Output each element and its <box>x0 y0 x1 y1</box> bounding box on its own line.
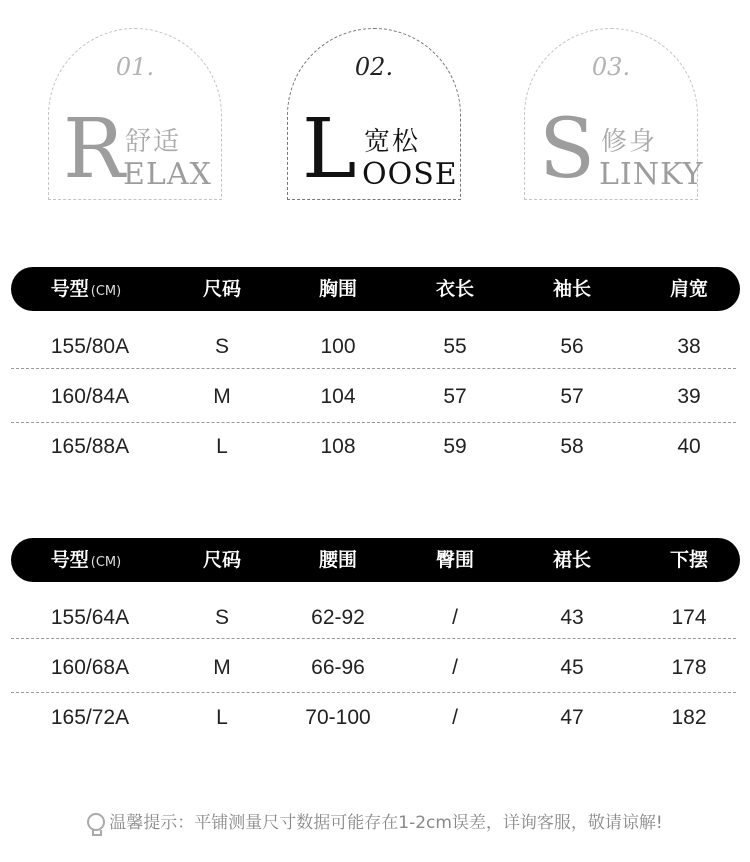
table-cell: 56 <box>560 335 584 358</box>
badge-initial: S <box>539 102 596 197</box>
table-cell: 57 <box>443 385 467 408</box>
table-row <box>11 643 740 693</box>
table-cell: 100 <box>320 335 356 358</box>
table-cell: 62-92 <box>311 606 365 629</box>
table-cell: M <box>213 656 231 679</box>
table-cell: / <box>452 656 458 679</box>
table-cell: / <box>452 706 458 729</box>
badge-english-label: ELAX <box>123 157 212 192</box>
header-cell: 尺码 <box>202 549 241 571</box>
badge-number: 03. <box>591 53 631 81</box>
header-cell: 号型 (CM) <box>50 278 122 300</box>
table-cell: 59 <box>443 435 467 458</box>
header-cell: 号型 (CM) <box>50 549 122 571</box>
table-cell: 40 <box>677 435 701 458</box>
header-cell: 袖长 <box>552 278 591 300</box>
table-cell: 155/64A <box>50 606 130 629</box>
table-cell: 155/80A <box>50 335 130 358</box>
table-row <box>11 322 740 372</box>
footer-tip <box>0 808 750 833</box>
table-cell: 165/88A <box>50 435 130 458</box>
table-cell: 104 <box>320 385 356 408</box>
header-cell: 肩宽 <box>669 278 708 300</box>
table1-header <box>11 267 740 311</box>
table2-header <box>11 538 740 582</box>
header-cell: 胸围 <box>318 278 357 300</box>
badge-english-label: LINKY <box>599 157 704 192</box>
badge-chinese-label: 宽松 <box>364 127 421 157</box>
header-cell: 裙长 <box>552 549 591 571</box>
table-cell: 165/72A <box>50 706 130 729</box>
table-cell: / <box>452 606 458 629</box>
table-cell: 43 <box>560 606 584 629</box>
table-cell: 160/84A <box>50 385 130 408</box>
table-cell: 66-96 <box>311 656 365 679</box>
table-cell: 178 <box>671 656 707 679</box>
style-badge-relax <box>48 28 222 200</box>
header-cell: 下摆 <box>669 549 708 571</box>
badge-chinese-label: 舒适 <box>125 127 182 157</box>
badge-number: 01. <box>115 53 155 81</box>
table-cell: 58 <box>560 435 584 458</box>
badge-initial: L <box>302 102 357 197</box>
lightbulb-icon <box>87 813 105 831</box>
table-cell: 108 <box>320 435 356 458</box>
style-badge-slinky <box>524 28 704 200</box>
table-cell: 70-100 <box>305 706 371 729</box>
style-badge-loose <box>287 28 461 200</box>
table-cell: 38 <box>677 335 701 358</box>
table-cell: L <box>216 435 228 458</box>
row-divider <box>11 368 736 369</box>
header-cell: 臀围 <box>435 549 474 571</box>
table-cell: M <box>213 385 231 408</box>
table-cell: 182 <box>671 706 707 729</box>
tip-text: 温馨提示：平铺测量尺寸数据可能存在1-2cm误差，详询客服，敬请谅解! <box>109 813 663 833</box>
header-cell: 尺码 <box>202 278 241 300</box>
table-row <box>11 372 740 422</box>
table-cell: 174 <box>671 606 707 629</box>
table-row <box>11 422 740 472</box>
badge-number: 02. <box>354 53 394 81</box>
table-cell: 39 <box>677 385 701 408</box>
badge-chinese-label: 修身 <box>601 127 658 157</box>
table-cell: 45 <box>560 656 584 679</box>
badge-initial: R <box>63 102 125 197</box>
header-cell: 腰围 <box>318 549 357 571</box>
table-cell: 55 <box>443 335 467 358</box>
header-cell: 衣长 <box>435 278 474 300</box>
table-cell: 47 <box>560 706 584 729</box>
table-cell: 57 <box>560 385 584 408</box>
table-row <box>11 593 740 643</box>
row-divider <box>11 638 736 639</box>
table-cell: L <box>216 706 228 729</box>
table-cell: 160/68A <box>50 656 130 679</box>
table-row <box>11 693 740 743</box>
table-cell: S <box>214 335 229 358</box>
badge-english-label: OOSE <box>362 157 458 192</box>
table-cell: S <box>214 606 229 629</box>
